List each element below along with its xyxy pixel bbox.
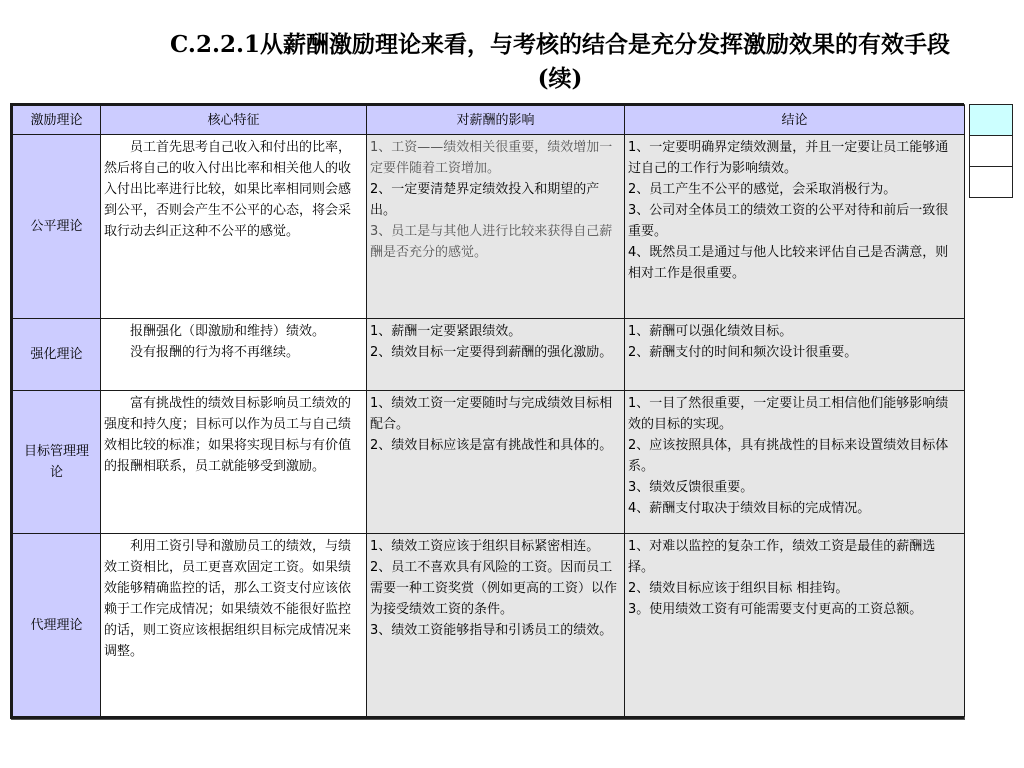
section-nav [969,104,1013,198]
effect-item: 2、员工不喜欢具有风险的工资。因而员工需要一种工资奖赏（例如更高的工资）以作为接受绩效工资的条件。 [370,560,618,618]
nav-box-1[interactable] [969,104,1013,136]
core-feature [101,318,367,390]
effect-item: 2、一定要清楚界定绩效投入和期望的产出。 [370,182,600,218]
theory-name-reinforcement: 强化理论 [13,318,101,390]
header-theory: 激励理论 [13,106,101,135]
conclusion-item: 3。使用绩效工资有可能需要支付更高的工资总额。 [628,602,923,618]
header-conclusion: 结论 [625,106,965,135]
pay-effect [367,391,625,534]
table-row [13,318,965,390]
conclusion [625,318,965,390]
pay-effect [367,534,625,717]
core-text: 富有挑战性的绩效目标影响员工绩效的强度和持久度；目标可以作为员工与自己绩效相比较的标准；如果将实现目标与有价值的报酬相联系，员工就能够受到激励。 [104,396,352,475]
title-line-1: C.2.2.1从薪酬激励理论来看，与考核的结合是充分发挥激励效果的有效手段 [170,31,950,58]
conclusion-item: 2、应该按照具体，具有挑战性的目标来设置绩效目标体系。 [628,438,949,475]
effect-item: 1、工资——绩效相关很重要，绩效增加一定要伴随着工资增加。 [370,140,613,176]
theory-table-frame [10,103,964,719]
effect-item: 1、绩效工资应该于组织目标紧密相连。 [370,539,600,555]
conclusion [625,135,965,319]
conclusion-item: 1、一定要明确界定绩效测量，并且一定要让员工能够通过自己的工作行为影响绩效。 [628,140,949,176]
core-text: 利用工资引导和激励员工的绩效，与绩效工资相比，员工更喜欢固定工资。如果绩效能够精确监控的话，那么工资支付应该依赖于工作完成情况；如果绩效不能很好监控的话，则工资应该根据组织目标完成情况来调整。 [104,539,352,660]
nav-box-2[interactable] [969,136,1013,167]
core-line: 没有报酬的行为将不再继续。 [130,344,300,360]
conclusion [625,534,965,717]
effect-item: 1、薪酬一定要紧跟绩效。 [370,323,522,339]
conclusion-item: 1、对难以监控的复杂工作，绩效工资是最佳的薪酬选择。 [628,539,936,576]
theory-name-equity: 公平理论 [13,135,101,319]
header-effect: 对薪酬的影响 [367,106,625,135]
conclusion-item: 1、一目了然很重要，一定要让员工相信他们能够影响绩效的目标的实现。 [628,396,949,433]
core-line: 报酬强化（即激励和维持）绩效。 [130,323,326,339]
core-feature [101,135,367,319]
table-row [13,135,965,319]
conclusion-item: 1、薪酬可以强化绩效目标。 [628,323,793,339]
conclusion-item: 4、薪酬支付取决于绩效目标的完成情况。 [628,501,871,517]
title-line-2: (续) [537,65,583,92]
core-text: 员工首先思考自己收入和付出的比率，然后将自己的收入付出比率和相关他人的收入付出比率进行比较，如果比率相同则会感到公平，否则会产生不公平的心态，将会采取行动去纠正这种不公平的感觉。 [104,140,352,239]
slide-title [120,28,1000,96]
core-feature [101,391,367,534]
conclusion-item: 3、绩效反馈很重要。 [628,480,754,496]
table-row [13,391,965,534]
core-feature [101,534,367,717]
conclusion [625,391,965,534]
conclusion-item: 2、薪酬支付的时间和频次设计很重要。 [628,344,858,360]
nav-box-3[interactable] [969,167,1013,198]
effect-item: 2、绩效目标应该是富有挑战性和具体的。 [370,438,613,454]
pay-effect [367,318,625,390]
theory-name-agency: 代理理论 [13,534,101,717]
conclusion-item: 3、公司对全体员工的绩效工资的公平对待和前后一致很重要。 [628,203,949,239]
conclusion-item: 2、绩效目标应该于组织目标 相挂钩。 [628,581,849,597]
pay-effect [367,135,625,319]
effect-item: 2、绩效目标一定要得到薪酬的强化激励。 [370,344,613,360]
table-row [13,534,965,717]
effect-item: 3、员工是与其他人进行比较来获得自己薪酬是否充分的感觉。 [370,224,613,260]
theory-name-goal-setting: 目标管理理论 [13,391,101,534]
header-core: 核心特征 [101,106,367,135]
effect-item: 3、绩效工资能够指导和引诱员工的绩效。 [370,623,613,639]
conclusion-item: 2、员工产生不公平的感觉，会采取消极行为。 [628,182,897,197]
conclusion-item: 4、既然员工是通过与他人比较来评估自己是否满意，则相对工作是很重要。 [628,245,949,281]
effect-item: 1、绩效工资一定要随时与完成绩效目标相配合。 [370,396,613,433]
table-header-row [13,106,965,135]
theory-table [12,105,965,717]
